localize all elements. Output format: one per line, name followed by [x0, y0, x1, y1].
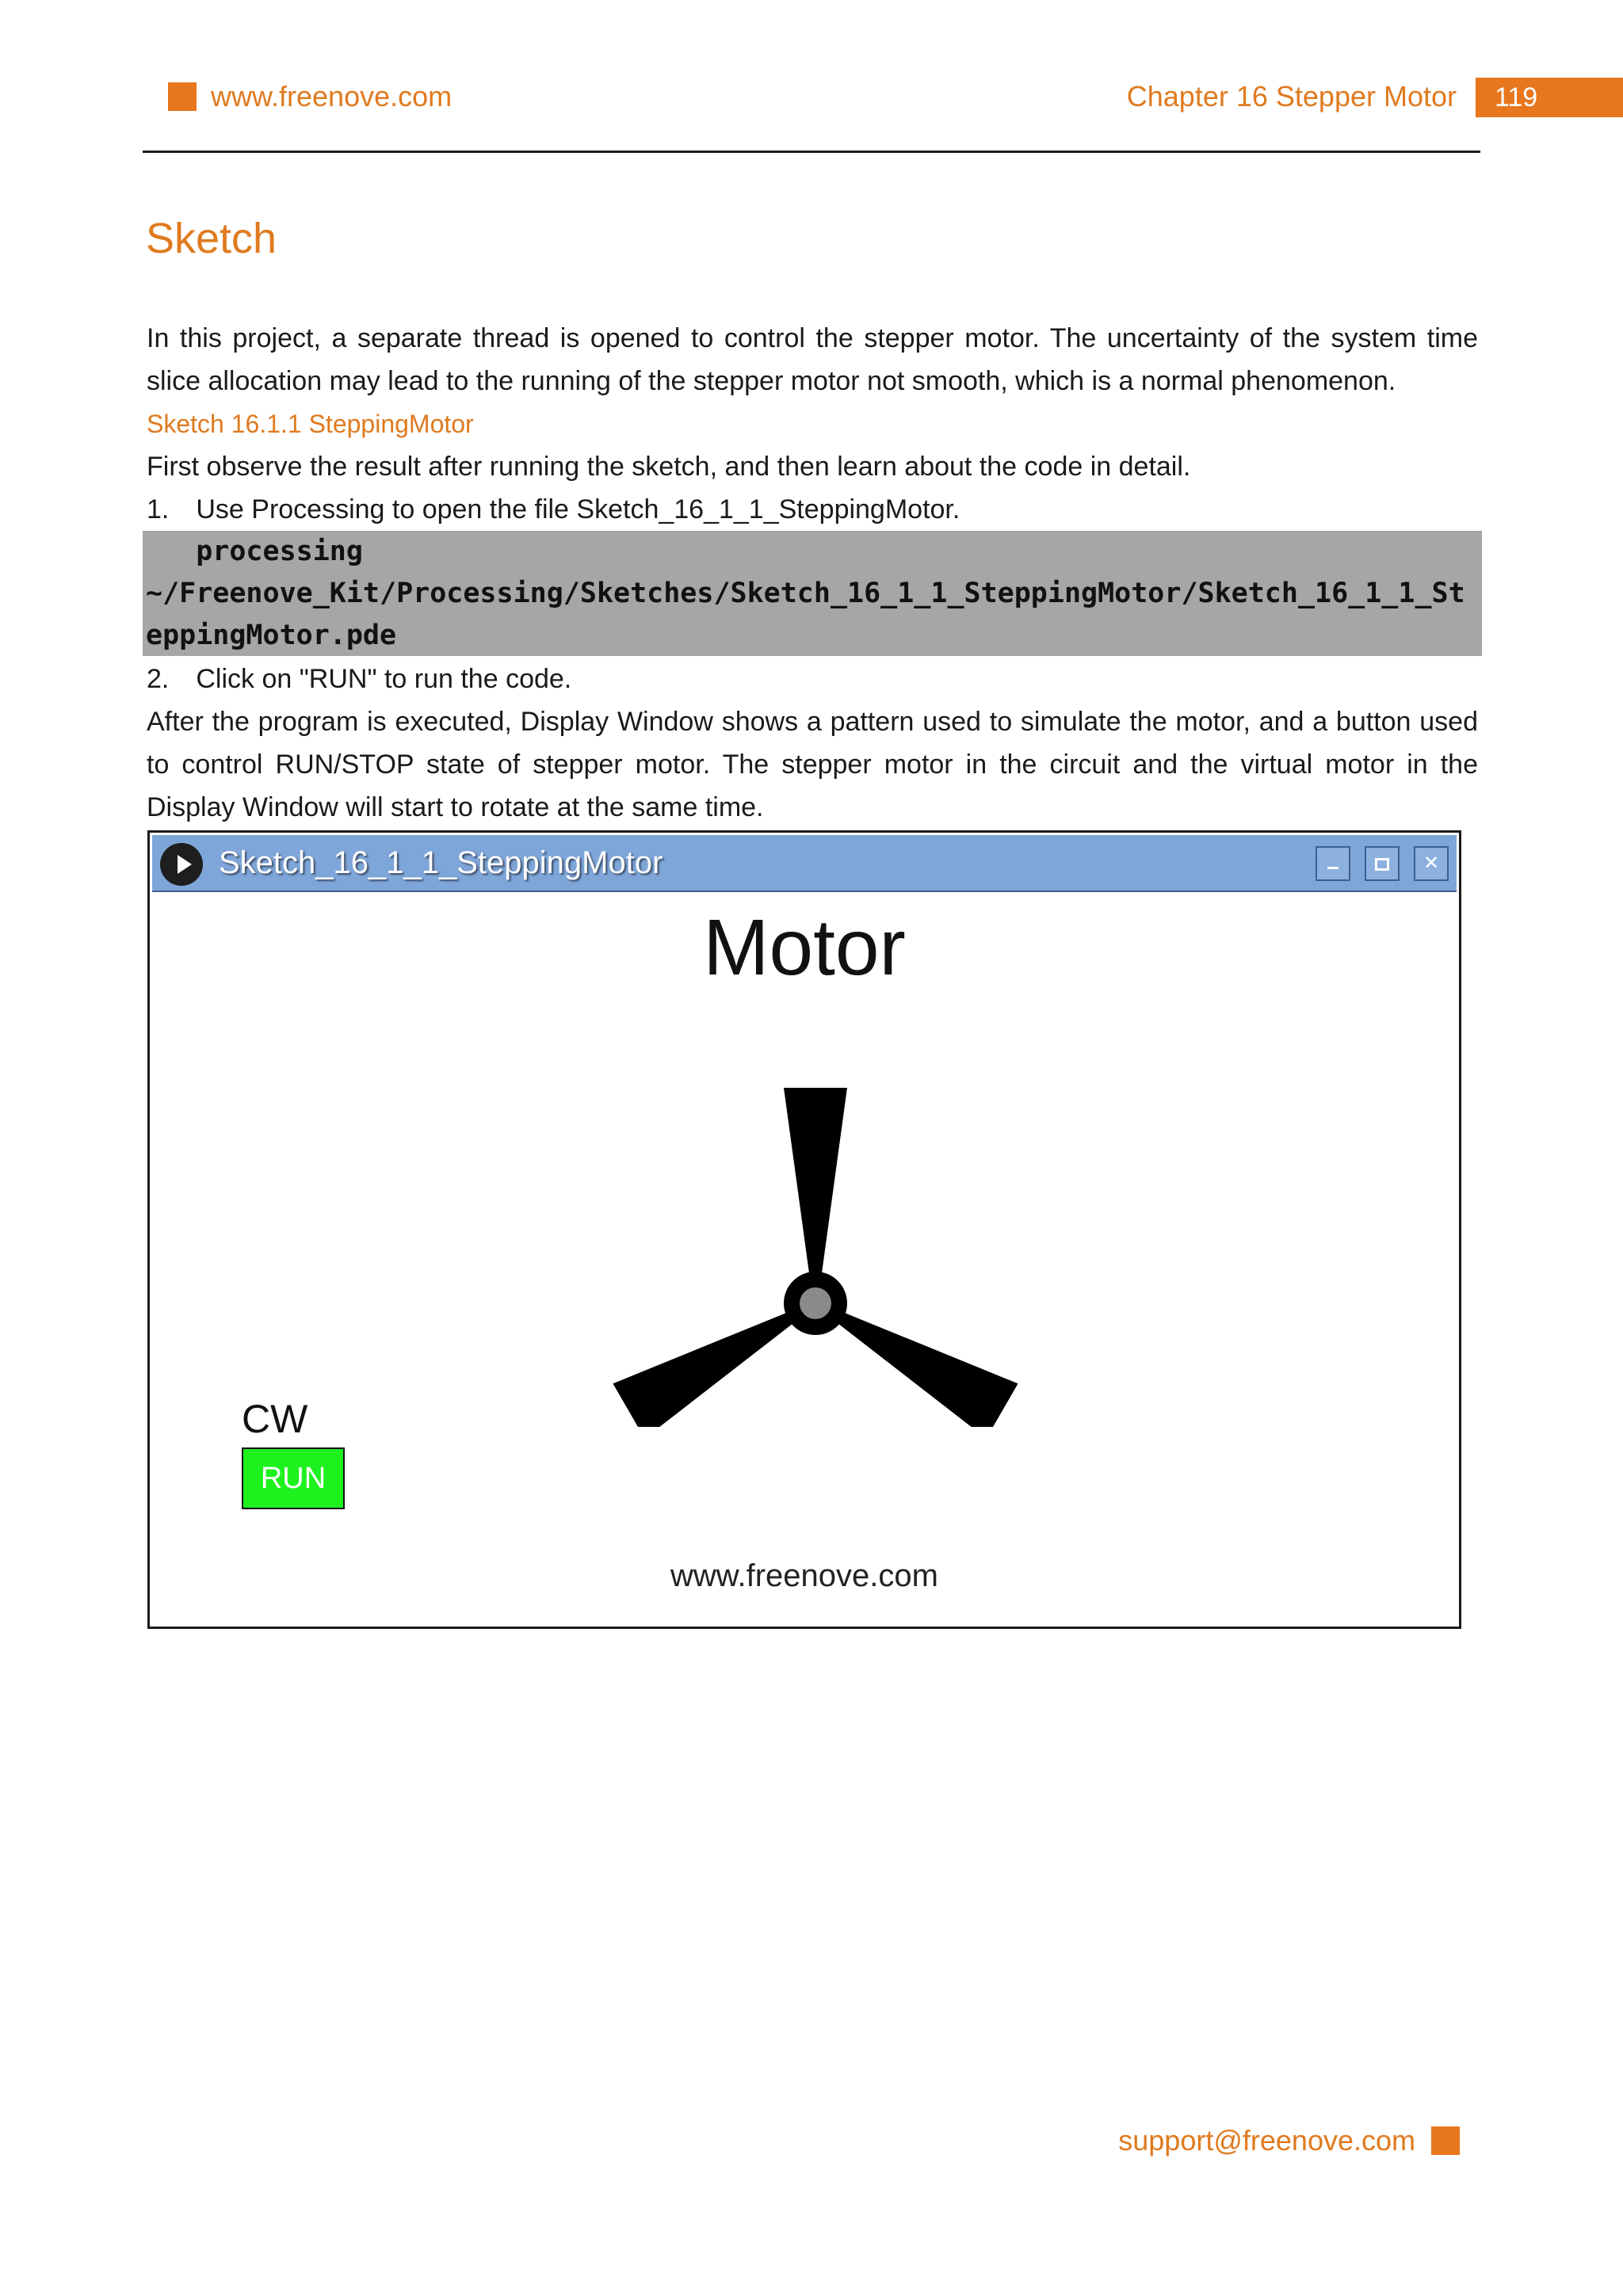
page-number: 119 — [1476, 78, 1623, 117]
app-url: www.freenove.com — [670, 1558, 938, 1593]
code-block — [143, 531, 1482, 656]
app-title: Motor — [703, 903, 906, 992]
display-window — [147, 830, 1461, 1629]
sketch-subheading: Sketch 16.1.1 SteppingMotor — [147, 410, 474, 438]
close-icon: ✕ — [1423, 852, 1440, 874]
code-line-3: eppingMotor.pde — [146, 620, 397, 651]
window-title: Sketch_16_1_1_SteppingMotor — [219, 845, 663, 880]
close-button[interactable] — [1414, 846, 1449, 881]
header-site-link[interactable]: www.freenove.com — [211, 80, 453, 113]
direction-label: CW — [242, 1397, 308, 1441]
step-2: 2. Click on "RUN" to run the code. — [147, 664, 572, 694]
play-logo-icon — [160, 843, 203, 886]
section-title: Sketch — [146, 215, 277, 262]
minimize-button[interactable] — [1316, 846, 1350, 881]
motor-propeller-icon — [601, 1047, 1029, 1427]
window-titlebar[interactable] — [152, 835, 1457, 892]
run-button[interactable]: RUN — [242, 1447, 345, 1509]
header-divider — [143, 151, 1480, 153]
footer-email-link[interactable]: support@freenove.com — [1118, 2124, 1415, 2157]
footer-square-icon — [1431, 2126, 1460, 2155]
maximize-button[interactable] — [1365, 846, 1400, 881]
maximize-icon — [1375, 858, 1389, 871]
header-square-icon — [168, 82, 197, 111]
step-1: 1. Use Processing to open the file Sketch_16_1_1_SteppingMotor. — [147, 494, 960, 524]
code-line-1: processing — [146, 536, 363, 567]
header-chapter: Chapter 16 Stepper Motor — [1126, 80, 1457, 113]
intro-paragraph: In this project, a separate thread is opened to control the stepper motor. The uncertainty of the system time slice allocation may lead to the running of the stepper motor not smooth, which is a normal phenomenon. — [147, 323, 1478, 396]
after-paragraph: After the program is executed, Display Window shows a pattern used to simulate the motor, and a button used to control RUN/STOP state of stepper motor. The stepper motor in the circuit and the virtual motor in the Display Window will start to rotate at the same time. — [147, 707, 1478, 822]
code-line-2: ~/Freenove_Kit/Processing/Sketches/Sketch_16_1_1_SteppingMotor/Sketch_16_1_1_St — [146, 578, 1465, 609]
observe-paragraph: First observe the result after running the sketch, and then learn about the code in detail. — [147, 452, 1191, 482]
minimize-icon — [1327, 867, 1338, 869]
